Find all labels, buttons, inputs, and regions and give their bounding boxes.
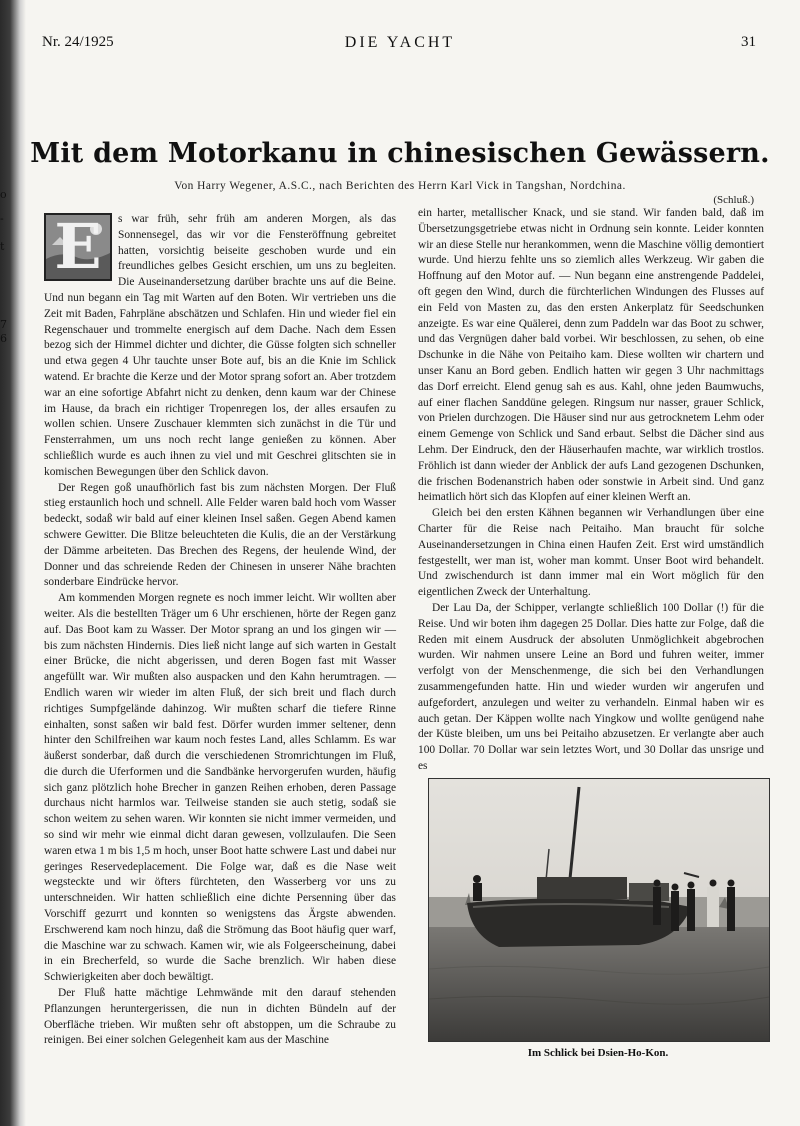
magazine-title: DIE YACHT (344, 34, 456, 51)
paragraph-text: s war früh, sehr früh am anderen Morgen, als das Sonnensegel, das wir vor die Fensteröffnung gebreitet hatten, vorsichtig beiseite geschoben wurde und ein freundliches gelbes Gesicht erschien, um uns zu begleiten. Die Auseinandersetzung darüber brachte uns auf die Beine. Und nun begann ein Tag mit Warten auf den Boten. Wir vertrieben uns die Zeit mit Baden, Fahrpläne abschätzen und Schlafen. Hin und wieder fiel ein Regenschauer und trommelte energisch auf dem Dache. Nach dem Essen bezog sich der Himmel dichter und dichter, die Güsse folgten sich schneller und etwa gegen 4 Uhr tauchte unser Bote auf, bis an die Knie im Schlick watend. Er brachte die Kerze und der Motor sprang sofort an. Aber trotzdem war an eine sofortige Abfahrt nicht zu denken, denn kaum war der Chinese im Hause, da brach ein richtiger Tropenregen los, der alles ersaufen zu wollen schien. Unsere Zuschauer klemmten sich zunächst in die Tür und Fensterrahmen, um uns noch recht lange genießen zu können. Aber schließlich wurde es auch ihnen zu viel und mit Geschrei glitschten sie in komischen Bewegungen über den Schlick davon. (44, 213, 396, 478)
issue-number: Nr. 24/1925 (42, 34, 114, 50)
paragraph: Gleich bei den ersten Kähnen begannen wir Verhandlungen über eine Charter für die Reise nach Peitaiho. Man braucht für solche Auseinandersetzungen in China einen Haufen Zeit. Erst wird umständlich festgestellt, wer man ist, woher man kommt. Unser Boot wird behandelt. Und zwischendurch ist dann immer mal ein Wort möglich für den eigentlichen Zweck der Unterhaltung. (418, 507, 764, 599)
margin-mark: t (0, 240, 5, 253)
page-number: 31 (741, 34, 756, 50)
margin-mark: 6 (0, 332, 7, 345)
paragraph: Der Regen goß unaufhörlich fast bis zum nächsten Morgen. Der Fluß stieg erstaunlich hoch und schnell. Alle Felder waren bald hoch vom Wasser bedeckt, sodaß wir bald auf einer kleinen Insel saßen. Gegen Abend kamen schwere Gewitter. Die Blitze beleuchteten die Kulis, die an der Verstärkung der Dämme arbeiteten. Das Brechen des Regens, der heulende Wind, der Donner und das schreiende Reden der Chinesen in unserer Nähe brachten sonderbare Eindrücke hervor. (44, 481, 396, 589)
margin-mark: - (0, 212, 4, 225)
photo-caption: Im Schlick bei Dsien-Ho-Kon. (527, 1047, 669, 1059)
paragraph (44, 212, 396, 481)
margin-mark: o (0, 188, 7, 201)
paragraph: ein harter, metallischer Knack, und sie stand. Wir fanden bald, daß im Übersetzungsgetriebe etwas nicht in Ordnung sein konnte. Leider konnten wir an diese Stelle nur herankommen, wenn die Maschine völlig demontiert wurde. Und hierzu fehlte uns so ziemlich alles Werkzeug. Wir gaben die Hoffnung auf den Motor auf. — Nun begann eine anstrengende Paddelei, oft gegen den Wind, durch die fürchterlichen Windungen des Flusses auf ein Feld von Masten zu, das den ersten Ankerplatz für Seedschunken anzeigte. Es war eine Quälerei, denn zum Paddeln war das Boot zu schwer, und das Vergnügen daher bald vorbei. Wir beschlossen, zu sehen, ob eine Dschunke in die Nähe von Peitaiho kam. Diese wollten wir chartern und unser Kanu an Bord geben. Endlich hatten wir gegen 3 Uhr nachmittags das Dorf erreicht. Elend genug sah es aus. Kahl, ohne jeden Baumwuchs, auf einer flachen Sanddüne gelegen. Ringsum nur nasser, grauer Schlick, von Prielen durchzogen. Die Häuser sind nur aus getrocknetem Lehm oder einem Gemenge von Schlick und Sand erbaut. Selbst die Dächer sind aus Lehm. Der Eindruck, den der Häuserhaufen machte, war wirklich trostlos. Fröhlich ist dann wieder der Anblick der aufs Land gezogenen Dschunken, die frischen Bodenanstrich haben oder sonstwie in Arbeit sind. Und ganz heimatlich hört sich das Klopfen auf einer kleinen Werft an. (418, 207, 764, 504)
drop-cap-letter: E (54, 210, 102, 283)
left-text-column (44, 212, 396, 1072)
drop-cap-initial (44, 210, 112, 283)
article-byline: Von Harry Wegener, A.S.C., nach Berichten des Herrn Karl Vick in Tangshan, Nordchina. (174, 180, 626, 192)
margin-mark: 7 (0, 318, 7, 331)
article-title: Mit dem Motorkanu in chinesischen Gewässern. (30, 138, 770, 169)
paragraph: Der Lau Da, der Schipper, verlangte schließlich 100 Dollar (!) für die Reise. Und wir boten ihm dagegen 25 Dollar. Dies hatte zur Folge, daß die Reden mit einem Ausdruck der absoluten Unmöglichkeit abgebrochen wurden. Wir nahmen unsere Leine an Bord und fuhren weiter, immer verfolgt von der Menschenmenge, die sich bei den Verhandlungen zusammengefunden hatte. Hin und wieder wurden wir angerufen und aufgefordert, anzulegen und weiter zu verhandeln. Einmal haben wir es auch getan. Der Käppen wollte nach Yingkow und wollte genügend nahe der Küste bleiben, um uns bei Peitaiho abzusetzen. Er verlangte aber auch 100 Dollar. 70 Dollar war sein letztes Wort, und 30 Dollar das unsrige und es (418, 601, 764, 772)
paragraph: Am kommenden Morgen regnete es noch immer leicht. Wir wollten aber weiter. Als die bestellten Träger um 6 Uhr erschienen, hörte der Regen ganz auf. Das Boot kam zu Wasser. Der Motor sprang an und los gingen wir — bis zum nächsten Hindernis. Dies ließ nicht lange auf sich warten in Gestalt einer Brücke, die nicht abgerissen, und deren Bogen fast mit Wasser angefüllt war. Wir mußten also auspacken und den Kahn herumtragen. — Endlich waren wir wieder im alten Fluß, der sich breit und flach durch richtiges Sumpfgelände dahinzog. Wir mußten scharf die tiefere Rinne einhalten, sonst saßen wir bald fest. Dörfer wurden immer seltener, denn hinter den Schilfreihen war kaum noch festes Land, alles Schlamm. Es war äußerst sonderbar, daß durch die verschiedenen Stromrichtungen im Fluß, die durch die Uferformen und die Sandbänke hervorgerufen wurden, häufig sich ganz plötzlich hohe Brecher in ganzen Reihen erhoben, deren Passage durchaus nicht harmlos war. Teilweise standen sie auch stetig, sodaß sie schon weitem zu sehen waren. Wir konnten sie nicht immer vermeiden, und so sind wir mehr wie einmal dicht daran gewesen, vollzulaufen. Die Seen waren etwa 1 m bis 1,5 m hoch, unser Boot hatte schwere Last und dabei nur geringes Reservedeplacement. Die Folge war, daß es die Nase weit wegsteckte und wir öfters fürchteten, den Wasserberg vor uns zu unterschneiden. Wir hatten schließlich eine dichte Persenning über das Vorschiff gezurrt und konnten so wenigstens das Ärgste abwenden. Erschwerend kam noch hinzu, daß die Strömung das Boot häufig quer warf, die Maschine war zu schwach. Kamen wir, wie als Folgeerscheinung, dabei in ein Brecherfeld, so wurde die Sache brenzlich. Wir haben diese Schwierigkeiten aber doch bewältigt. (44, 592, 396, 984)
paragraph: Der Fluß hatte mächtige Lehmwände mit den darauf stehenden Pflanzungen heruntergerissen, die nun in dichten Bündeln auf der Oberfläche trieben. Wir mußten sehr oft abstoppen, um die Schraube zu reinigen. Bei einer solchen Gelegenheit kam aus der Maschine (44, 987, 396, 1047)
continuation-note: (Schluß.) (713, 194, 754, 206)
junk-photo (428, 778, 770, 1042)
right-text-column (418, 206, 764, 772)
junk-on-mudflat-image (429, 779, 769, 1041)
